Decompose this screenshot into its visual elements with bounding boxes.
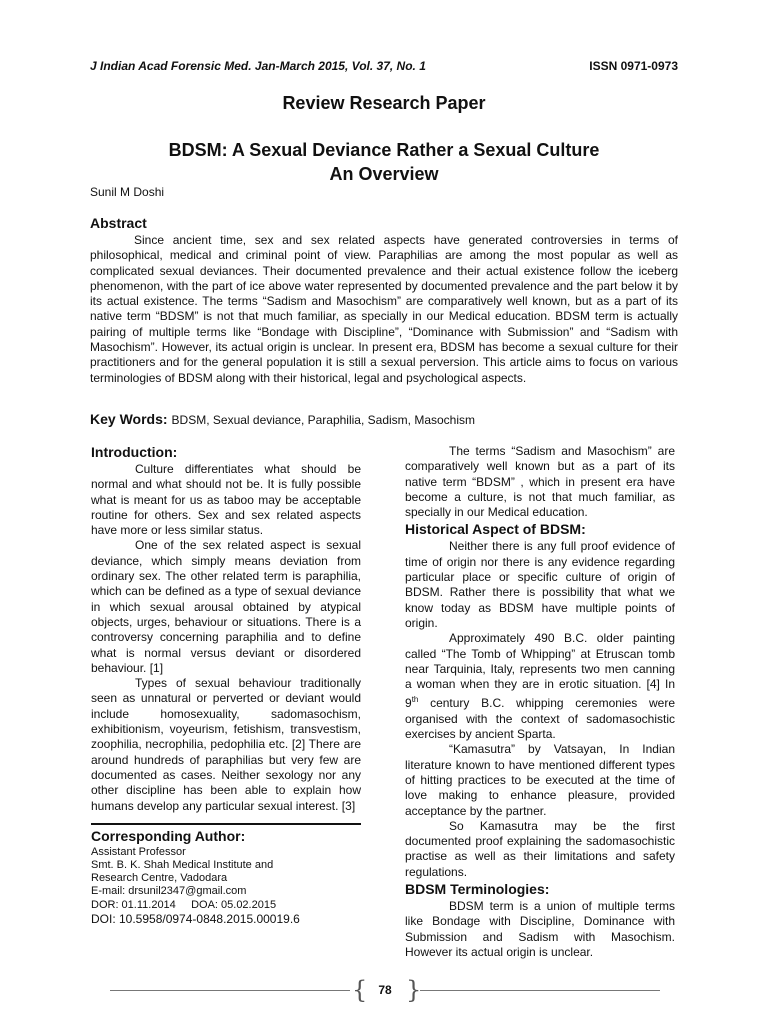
body-paragraph: So Kamasutra may be the first documented proof explaining the sadomasochistic practise as well as their limitations and safety regulations.	[405, 818, 675, 879]
right-brace-ornament: }	[406, 976, 422, 1004]
body-paragraph	[405, 631, 675, 742]
introduction-heading: Introduction:	[91, 444, 178, 460]
body-text: century B.C. whipping ceremonies were organised with the context of sadomasochistic exercises by ancient Sparta.	[405, 696, 675, 742]
footer-rule	[110, 990, 350, 991]
left-column	[91, 444, 361, 927]
terminologies-heading: BDSM Terminologies:	[405, 881, 550, 898]
corresponding-author-heading: Corresponding Author:	[91, 827, 246, 844]
doi: DOI: 10.5958/0974-0848.2015.00019.6	[91, 911, 300, 926]
abstract-body: Since ancient time, sex and sex related aspects have generated controversies in terms of philosophical, medical and criminal point of view. Paraphilias are among the most popular as well as complicated sexual deviances. Their documented prevalence and their actual existence follow the iceberg phenomenon, with the part of ice above water represented by documented prevalence and the part below it by its actual existence. The terms “Sadism and Masochism” are comparatively well known, but as a part of its native term “BDSM” is not that much familiar, as specially in our Medical education. BDSM term is actually pairing of multiple terms like “Bondage with Discipline”, “Dominance with Submission” and “Sadism with Masochism”. However, its actual origin is unclear. In present era, BDSM has become a sexual culture for their practitioners and for the general population it is still a sexual perversion. This article aims to focus on various terminologies of BDSM along with their historical, legal and psychological aspects.	[90, 233, 678, 385]
article-title	[90, 138, 678, 186]
keywords-text: BDSM, Sexual deviance, Paraphilia, Sadism, Masochism	[171, 413, 476, 427]
author-email: E-mail: drsunil2347@gmail.com	[91, 885, 247, 898]
keywords	[90, 410, 678, 429]
body-paragraph: “Kamasutra” by Vatsayan, In Indian literature known to have mentioned different types of hitting practices to be executed at the time of love making to enhance pleasure, provided acceptance by the partner.	[405, 742, 675, 818]
keywords-label: Key Words:	[90, 411, 168, 427]
introduction-paragraph: One of the sex related aspect is sexual deviance, which simply means deviation from ordinary sex. The other related term is paraphilia, which can be defined as a type of sexual deviance in which sexual arousal obtained by atypical objects, urges, behaviour or situations. There is a controversy concerning paraphilia and to define what is normal versus deviant or disordered behaviour. [1]	[91, 538, 361, 675]
body-text: Approximately 490 B.C. older painting called “The Tomb of Whipping” at Etruscan tomb near Tarquinia, Italy, represents two men canning a woman when they are in erotic situation. [4] In 9	[405, 631, 675, 711]
received-accepted-dates: DOR: 01.11.2014 DOA: 05.02.2015	[91, 898, 277, 911]
author-institution: Research Centre, Vadodara	[91, 872, 228, 885]
page-number: 78	[378, 983, 392, 997]
corresponding-author-block	[91, 828, 361, 927]
section-divider	[91, 823, 361, 825]
issn: ISSN 0971-0973	[589, 59, 678, 73]
body-paragraph: The terms “Sadism and Masochism” are comparatively well known but as a part of its native term “BDSM” , which in present era have become a culture, is not that much familiar, as specially in our Medical education.	[405, 444, 675, 520]
paper-type: Review Research Paper	[282, 93, 486, 113]
introduction-paragraph: Culture differentiates what should be normal and what should not be. It is fully possible what is meant for us as taboo may be acceptable routine for others. Sex and sex related aspects have more or less similar status.	[91, 462, 361, 538]
author-name: Sunil M Doshi	[90, 185, 165, 199]
body-paragraph: Neither there is any full proof evidence of time of origin nor there is any evidence regarding particular place or specific culture of origin of BDSM. Rather there is possibility that what we know today as BDSM have multiple points of origin.	[405, 539, 675, 630]
right-column	[405, 444, 675, 960]
left-brace-ornament: {	[352, 976, 368, 1004]
abstract-heading: Abstract	[90, 215, 147, 231]
article-title-line-1: BDSM: A Sexual Deviance Rather a Sexual Culture	[168, 140, 600, 160]
introduction-paragraph: Types of sexual behaviour traditionally seen as unnatural or perverted or deviant would include homosexuality, sadomasochism, exhibitionism, voyeurism, fetishism, transvestism, zoophilia, necrophilia, pedophilia etc. [2] There are around hundreds of paraphilias but very few are documented as cases. Neither sexology nor any other discipline has been able to explain how humans develop any particular sexual interest. [3]	[91, 676, 361, 813]
journal-citation: J Indian Acad Forensic Med. Jan-March 2015, Vol. 37, No. 1	[90, 59, 426, 73]
article-title-line-2: An Overview	[329, 164, 439, 184]
superscript: th	[411, 695, 419, 705]
author-position: Assistant Professor	[91, 845, 186, 858]
author-institution: Smt. B. K. Shah Medical Institute and	[91, 859, 274, 872]
footer-rule	[420, 990, 660, 991]
historical-aspect-heading: Historical Aspect of BDSM:	[405, 521, 586, 538]
body-paragraph: BDSM term is a union of multiple terms like Bondage with Discipline, Dominance with Submission and Sadism with Masochism. However its actual origin is unclear.	[405, 899, 675, 959]
